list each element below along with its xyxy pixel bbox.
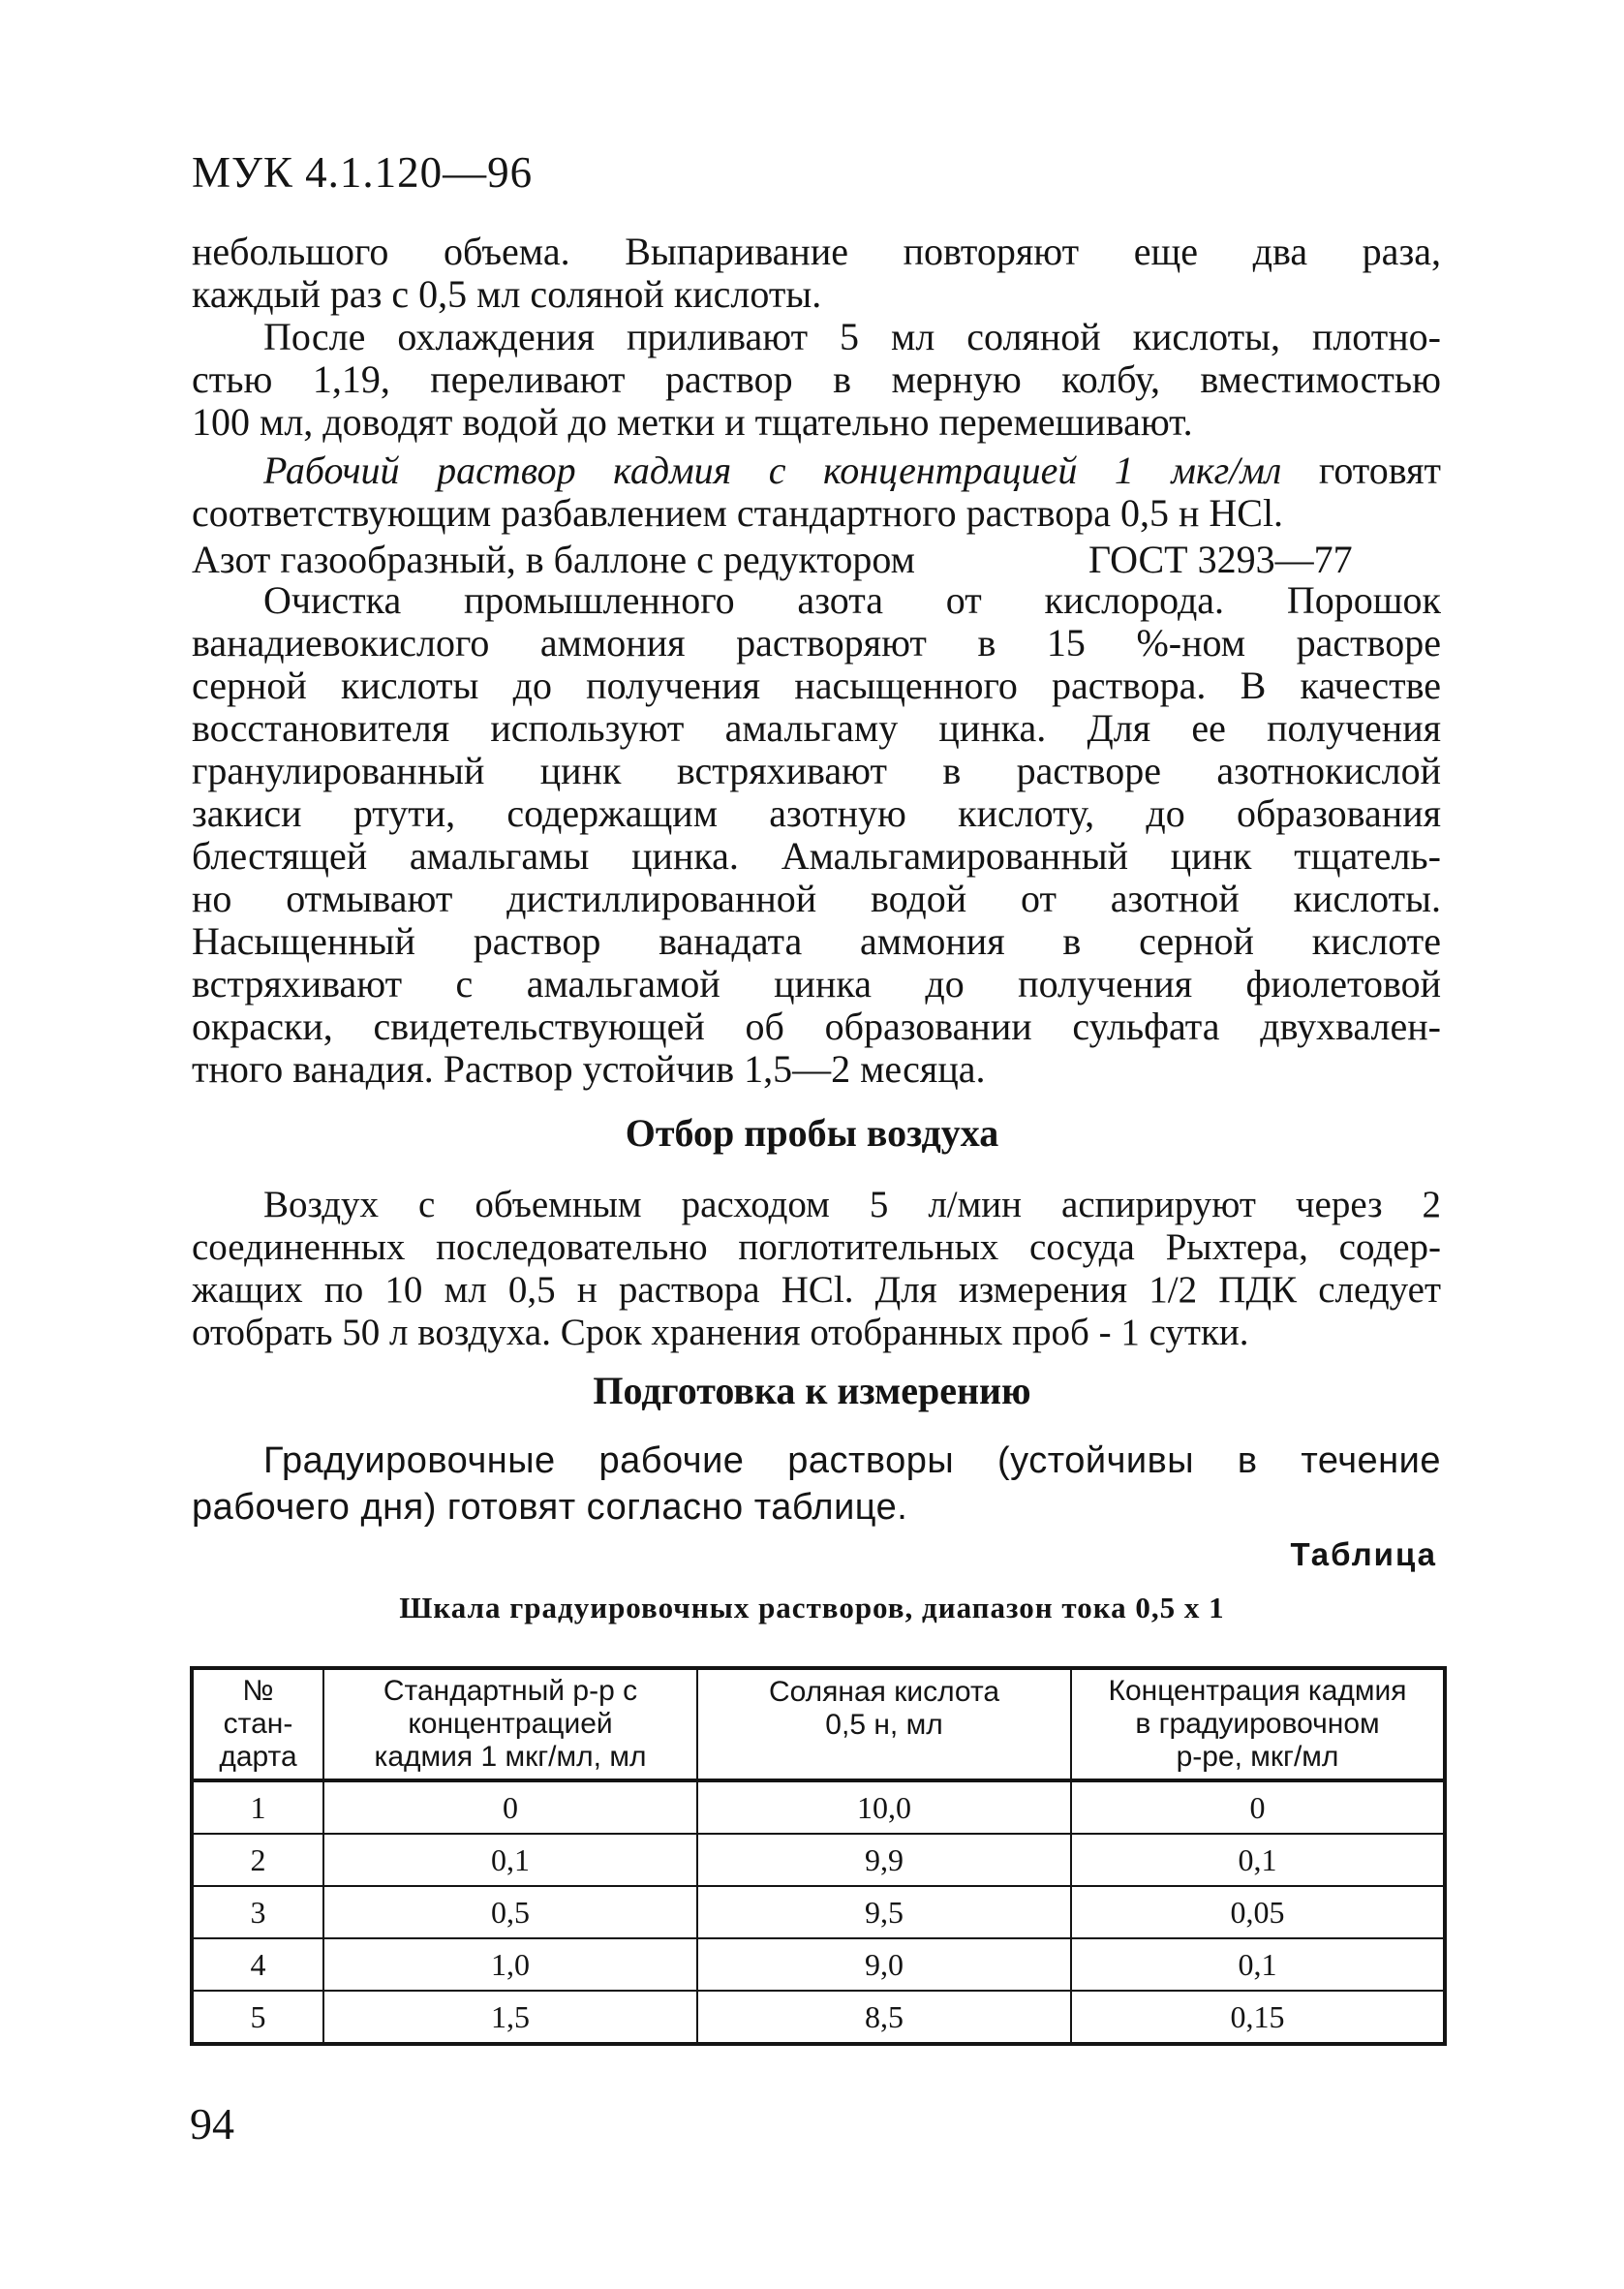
table-row bbox=[192, 1780, 1445, 1834]
text-line: окраски, свидетельствующей об образовании сульфата двухвален- bbox=[192, 1005, 1441, 1048]
table-row bbox=[192, 1991, 1445, 2044]
table-cell: 8,5 bbox=[697, 1991, 1071, 2044]
section-title-preparation: Подготовка к измерению bbox=[593, 1369, 1031, 1412]
text-line: гранулированный цинк встряхивают в растворе азотнокислой bbox=[192, 749, 1441, 792]
section-title-air-sampling: Отбор пробы воздуха bbox=[625, 1111, 999, 1155]
table-cell: 0,15 bbox=[1071, 1991, 1445, 2044]
text-line: серной кислоты до получения насыщенного раствора. В качестве bbox=[192, 664, 1441, 707]
text-line: 100 мл, доводят водой до метки и тщательно перемешивают. bbox=[192, 400, 1193, 444]
table-cell: 0,1 bbox=[323, 1834, 697, 1886]
text-line: каждый раз с 0,5 мл соляной кислоты. bbox=[192, 272, 822, 316]
table-cell: 1,0 bbox=[323, 1938, 697, 1991]
text-line: отобрать 50 л воздуха. Срок хранения отобранных проб - 1 сутки. bbox=[192, 1312, 1249, 1353]
table-row bbox=[192, 1938, 1445, 1991]
column-header-hydrochloric-acid: Соляная кислота 0,5 н, мл bbox=[697, 1668, 1071, 1780]
reagent-name: Азот газообразный, в баллоне с редуктором bbox=[192, 538, 915, 581]
table-cell: 10,0 bbox=[697, 1780, 1071, 1834]
text-line: Воздух с объемным расходом 5 л/мин аспирируют через 2 bbox=[263, 1184, 1441, 1225]
table-cell: 9,0 bbox=[697, 1938, 1071, 1991]
text-line: рабочего дня) готовят согласно таблице. bbox=[192, 1487, 908, 1528]
table-cell: 3 bbox=[192, 1886, 323, 1938]
text-line: восстановителя используют амальгаму цинка. Для ее получения bbox=[192, 706, 1441, 750]
text-line: Градуировочные рабочие растворы (устойчивы в течение bbox=[263, 1440, 1441, 1481]
paragraph-nitrogen-purification bbox=[192, 579, 1441, 1091]
table-cell: 1,5 bbox=[323, 1991, 697, 2044]
text-line: жащих по 10 мл 0,5 н раствора HCl. Для измерения 1/2 ПДК следует bbox=[192, 1269, 1441, 1311]
text-line: Рабочий раствор кадмия с концентрацией 1 мкг/мл готовят bbox=[263, 449, 1442, 492]
table-cell: 1 bbox=[192, 1780, 323, 1834]
text-line: соединенных последовательно поглотительных сосуда Рыхтера, содер- bbox=[192, 1226, 1441, 1268]
column-header-cadmium-concentration: Концентрация кадмия в градуировочном р-ре, мкг/мл bbox=[1071, 1668, 1445, 1780]
text-line: встряхивают с амальгамой цинка до получения фиолетовой bbox=[192, 962, 1441, 1005]
calibration-table bbox=[190, 1666, 1447, 2046]
table-cell: 0,1 bbox=[1071, 1834, 1445, 1886]
table-cell: 4 bbox=[192, 1938, 323, 1991]
table-cell: 0,5 bbox=[323, 1886, 697, 1938]
text-line: Очистка промышленного азота от кислорода. Порошок bbox=[263, 578, 1441, 622]
text-line: тного ванадия. Раствор устойчив 1,5—2 месяца. bbox=[192, 1047, 986, 1091]
text-line: но отмывают дистиллированной водой от азотной кислоты. bbox=[192, 877, 1441, 920]
table-cell: 0 bbox=[1071, 1780, 1445, 1834]
paragraph-air-sampling bbox=[192, 1184, 1441, 1354]
table-caption: Шкала градуировочных растворов, диапазон тока 0,5 х 1 bbox=[399, 1591, 1225, 1624]
reagent-gost-line bbox=[192, 537, 1441, 581]
text-line: блестящей амальгамы цинка. Амальгамированный цинк тщатель- bbox=[192, 834, 1441, 878]
table-row bbox=[192, 1834, 1445, 1886]
gost-reference: ГОСТ 3293—77 bbox=[1088, 538, 1353, 581]
table-cell: 0,05 bbox=[1071, 1886, 1445, 1938]
text-line: стью 1,19, переливают раствор в мерную колбу, вместимостью bbox=[192, 357, 1441, 401]
text-line: закиси ртути, содержащим азотную кислоту, до образования bbox=[192, 791, 1441, 835]
table-cell: 2 bbox=[192, 1834, 323, 1886]
column-header-standard-number: № стан- дарта bbox=[192, 1668, 323, 1780]
text-line: ванадиевокислого аммония растворяют в 15 %-ном растворе bbox=[192, 621, 1441, 665]
page-number: 94 bbox=[190, 2099, 234, 2149]
table-cell: 9,5 bbox=[697, 1886, 1071, 1938]
table-cell: 9,9 bbox=[697, 1834, 1071, 1886]
paragraph-calibration bbox=[192, 1438, 1441, 1531]
table-cell: 0 bbox=[323, 1780, 697, 1834]
text-line: соответствующим разбавлением стандартного раствора 0,5 н HCl. bbox=[192, 491, 1284, 535]
paragraph-evaporation bbox=[192, 231, 1441, 316]
text-line: Насыщенный раствор ванадата аммония в серной кислоте bbox=[192, 919, 1441, 963]
text-line: После охлаждения приливают 5 мл соляной кислоты, плотно- bbox=[263, 315, 1441, 358]
paragraph-working-solution bbox=[192, 449, 1441, 535]
paragraph-cooling bbox=[192, 316, 1441, 444]
table-header-row bbox=[192, 1668, 1445, 1780]
text-line: небольшого объема. Выпаривание повторяют еще два раза, bbox=[192, 230, 1441, 273]
table-cell: 5 bbox=[192, 1991, 323, 2044]
column-header-standard-solution: Стандартный р-р с концентрацией кадмия 1 мкг/мл, мл bbox=[323, 1668, 697, 1780]
table-label: Таблица bbox=[1290, 1536, 1437, 1572]
document-code-header: МУК 4.1.120—96 bbox=[192, 148, 534, 197]
table-cell: 0,1 bbox=[1071, 1938, 1445, 1991]
table-row bbox=[192, 1886, 1445, 1938]
italic-term: Рабочий раствор кадмия с концентрацией 1 мкг/мл bbox=[263, 449, 1282, 492]
